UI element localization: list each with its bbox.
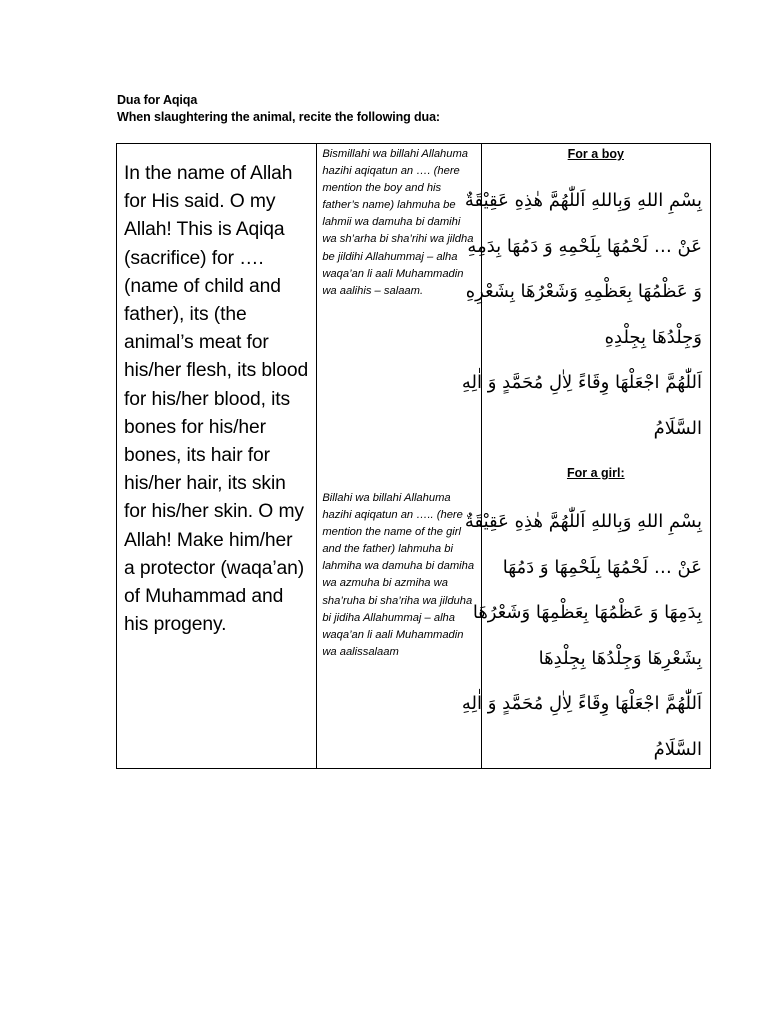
arabic-girl-line: بِسْمِ اللهِ وَبِاللهِ اَللّٰهُمَّ هٰذِهِ عَقِيْقَةٌ [464, 511, 702, 532]
dua-table [116, 143, 711, 769]
english-translation-text: In the name of Allah for His said. O my Allah! This is Aqiqa (sacrifice) for …. (name of child and father), its (the animal’s meat for his/her flesh, its blood for his/her blood, its bones for his/her bones, its hair for his/her hair, its skin for his/her skin. O my Allah! Make him/her a protector (waqa’an) of Muhammad and his progeny. [124, 163, 309, 636]
document-title: Dua for Aqiqa [117, 93, 198, 107]
arabic-girl-line: اَللّٰهُمَّ اجْعَلْهَا وِقَاءً لِاٰلِ مُحَمَّدٍ وَ اٰلِهِ [461, 693, 702, 714]
arabic-girl-line: السَّلَامُ [653, 738, 702, 760]
transliteration-cell [317, 144, 481, 769]
arabic-boy-line: عَنْ … لَحْمُهَا بِلَحْمِهِ وَ دَمُهَا بِدَمِهِ [467, 235, 702, 257]
arabic-boy-line: السَّلَامُ [653, 417, 702, 439]
transliteration-boy-text: Bismillahi wa billahi Allahuma hazihi aqiqatun an …. (here mention the boy and his father’s name) lahmuha be lahmii wa damuha bi damihi wa sh’arha bi sha’rihi wa jildha be jildihi Allahummaj – alha waqa’an li aali Muhammadin wa aalihis – salaam. [322, 148, 474, 297]
arabic-boy-line: وَجِلْدُهَا بِجِلْدِهِ [604, 326, 702, 348]
girl-heading: For a girl: [566, 466, 625, 480]
table-row [117, 144, 711, 769]
document-subtitle: When slaughtering the animal, recite the following dua: [117, 110, 440, 124]
arabic-girl-block [461, 499, 702, 772]
arabic-girl-line: عَنْ … لَحْمُهَا بِلَحْمِهَا وَ دَمُهَا [502, 556, 702, 578]
arabic-dua-cell [461, 144, 710, 769]
document-heading [117, 92, 440, 126]
transliteration-girl-text: Billahi wa billahi Allahuma hazihi aqiqatun an ….. (here mention the name of the girl and the father) lahmuha bi lahmiha wa damuha bi damiha wa azmuha bi azmiha wa sha’ruha bi sha’riha wa jilduha bi jidiha Allahummaj – alha waqa’an li aali Muhammadin wa aalissalaam [322, 492, 475, 658]
arabic-boy-line: وَ عَظْمُهَا بِعَظْمِهِ وَشَعْرُهَا بِشَعْرِهِ [465, 281, 702, 302]
arabic-boy-block [461, 178, 702, 451]
arabic-boy-line: اَللّٰهُمَّ اجْعَلْهَا وِقَاءً لِاٰلِ مُحَمَّدٍ وَ اٰلِهِ [461, 372, 702, 393]
arabic-girl-line: بِشَعْرِهَا وَجِلْدُهَا بِجِلْدِهَا [538, 647, 702, 669]
boy-heading: For a boy [567, 147, 624, 161]
english-translation-cell [117, 144, 317, 769]
arabic-boy-line: بِسْمِ اللهِ وَبِاللهِ اَللّٰهُمَّ هٰذِهِ عَقِيْقَةٌ [464, 190, 702, 211]
arabic-girl-line: بِدَمِهَا وَ عَظْمُهَا بِعَظْمِهَا وَشَعْرُهَا [472, 602, 702, 623]
